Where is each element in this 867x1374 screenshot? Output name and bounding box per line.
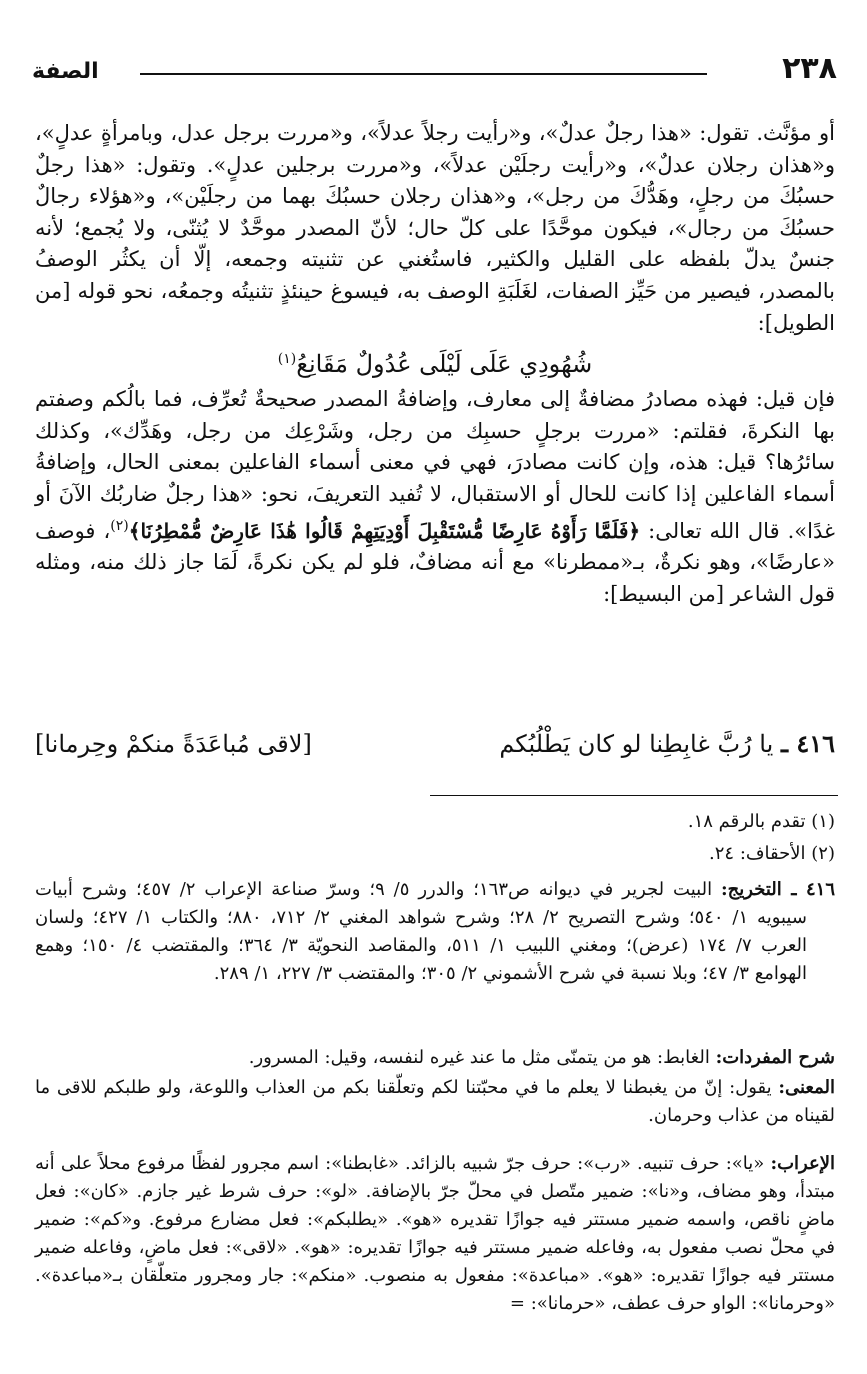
takhrij-paragraph xyxy=(35,876,835,988)
meaning-text: يقول: إنّ من يغبطنا لا يعلم ما في محبّتنا لكم وتعلّقنا بكم من العذاب واللوعة، ولو طلبكم للاقى ما لقيناه من عذاب وحرمان. xyxy=(35,1077,835,1126)
verse-416-first-text: يا رُبَّ غابِطِنا لو كان يَطْلُبُكم xyxy=(499,730,774,758)
paragraph-question xyxy=(35,384,835,610)
meaning-section xyxy=(35,1074,835,1130)
irab-paragraph xyxy=(35,1150,835,1318)
takhrij-label: ٤١٦ ـ التخريج: xyxy=(721,879,835,900)
irab-section xyxy=(35,1150,835,1318)
takhrij-text: البيت لجرير في ديوانه ص١٦٣؛ والدرر ٥/ ٩؛ وسرّ صناعة الإعراب ٢/ ٤٥٧؛ وشرح أبيات سيبويه ١/ ٥٤٠؛ وشرح التصريح ٢/ ٢٨؛ وشرح شواهد المغني ٢/ ٧١٢، ٨٨٠؛ والكتاب ١/ ٤٢٧؛ ولسان العرب ٧/ ١٧٤ (عرض)؛ ومغني اللبيب ١/ ٥١١، والمقاصد النحويّة ٣/ ٣٦٤؛ والمقتضب ٤/ ١٥٠؛ وهمع الهوامع ٣/ ٤٧؛ وبلا نسبة في شرح الأشموني ٢/ ٣٠٥؛ والمقتضب ٣/ ٢٢٧، ١/ ٢٨٩. xyxy=(35,879,807,984)
verse-416-number: ٤١٦ ـ xyxy=(780,729,835,758)
irab-text: «يا»: حرف تنبيه. «رب»: حرف جرّ شبيه بالزائد. «غابطنا»: اسم مجرور لفظًا مرفوع محلاً على أنه مبتدأ، وهو مضاف، و«نا»: ضمير متّصل في محلّ جرّ بالإضافة. «لو»: حرف شرط غير جازم. «كان»: فعل ماضٍ ناقص، واسمه ضمير مستتر فيه جوازًا تقديره «هو». «يطلبكم»: فعل مضارع مرفوع. و«كم»: ضمير في محلّ نصب مفعول به، وفاعله ضمير مستتر فيه جوازًا تقديره: «هو». «لاقى»: فعل ماضٍ، وفاعله ضمير مستتر فيه جوازًا تقديره: «هو». «مباعدة»: مفعول به منصوب. «منكم»: جار ومجرور متعلّقان بـ«مباعدة». «وحرمانا»: الواو حرف عطف، «حرمانا»: = xyxy=(35,1153,835,1314)
irab-label: الإعراب: xyxy=(770,1153,835,1174)
footnote-divider xyxy=(430,795,838,796)
footnote-1: (١) تقدم بالرقم ١٨. xyxy=(687,811,835,832)
meaning-label: المعنى: xyxy=(778,1077,835,1098)
vocab-label: شرح المفردات: xyxy=(715,1047,835,1068)
verse-text: شُهُودِي عَلَى لَيْلَى عُدُولٌ مَقَانِعُ xyxy=(296,350,593,379)
footnote-ref-1: (١) xyxy=(277,351,297,368)
main-text xyxy=(35,118,835,610)
header-rule xyxy=(140,73,707,75)
meaning-paragraph xyxy=(35,1074,835,1130)
quran-quote: ﴿فَلَمَّا رَأَوْهُ عَارِضًا مُّسْتَقْبِلَ أَوْدِيَتِهِمْ قَالُوا هَٰذَا عَارِضٌ مُّمْطِرُنَا﴾ xyxy=(128,518,641,543)
vocab-paragraph xyxy=(35,1044,835,1072)
page-header xyxy=(30,51,837,99)
footnote-2: (٢) الأحقاف: ٢٤. xyxy=(709,843,835,864)
vocab-text: الغابط: هو من يتمنّى مثل ما عند غيره لنفسه، وقيل: المسرور. xyxy=(248,1047,710,1068)
paragraph-question-text-b: ، فوصف «عارضًا»، وهو نكرةٌ، بـ«ممطرنا» مع أنه مضافٌ، فلو لم يكن نكرةً، لَمَا جاز ذلك منه، ومثله قول الشاعر [من البسيط]: xyxy=(35,518,835,606)
section-title: الصفة xyxy=(32,59,99,84)
footnotes xyxy=(35,808,835,872)
takhrij-section xyxy=(35,876,835,988)
verse-416-second-half: [لاقى مُباعَدَةً منكمْ وحِرمانا] xyxy=(35,730,312,758)
footnote-ref-2: (٢) xyxy=(110,517,129,534)
paragraph-adjectives: أو مؤنَّث. تقول: «هذا رجلٌ عدلٌ»، و«رأيت رجلاً عدلاً»، و«مررت برجل عدل، وبامرأةٍ عدلٍ»، و«هذان رجلان عدلٌ»، و«رأيت رجلَيْن عدلاً»، و«مررت برجلين عدلٍ». وتقول: «هذا رجلٌ حسبُكَ من رجلٍ، وهَدُّكَ من رجل»، و«هذان رجلان حسبُكَ بهما من رجلَيْن»، و«هؤلاء رجالٌ حسبُكَ من رجال»، فيكون موحَّدًا على كلّ حال؛ لأنّ المصدر موحَّدٌ لا يُثنّى، ولا يُجمع؛ لأنه جنسٌ يدلّ بلفظه على القليل والكثير، فاستُغني عن تثنيته وجمعه، إلّا أن يكثُر الوصفُ بالمصدر، فيصير من حَيِّز الصفات، لغَلَبَةِ الوصف به، فيسوغ حينئذٍ تثنيتُه وجمعُه، نحو قوله [من الطويل]: xyxy=(35,121,835,335)
poetry-verse xyxy=(35,339,835,384)
paragraph-question-text-a: فإن قيل: فهذه مصادرُ مضافةٌ إلى معارف، وإضافةُ المصدر صحيحةٌ تُعرِّف، فما بالُكم وصفتم بها النكرةَ، فقلتم: «مررت برجلٍ حسبِك من رجل، وشَرْعِك من رجل، وهَدِّك»، وكذلك سائرُها؟ قيل: هذه، وإن كانت مصادرَ، فهي في معنى أسماء الفاعلين بمعنى الحال، وإضافةُ أسماء الفاعلين إذا كانت للحال أو الاستقبال، لا تُفيد التعريفَ، نحو: «هذا رجلٌ ضاربُك الآنَ أو غدًا». قال الله تعالى: xyxy=(35,387,835,543)
vocab-section xyxy=(35,1044,835,1072)
page-number: ٢٣٨ xyxy=(782,51,837,86)
verse-416-first-half xyxy=(499,726,835,762)
verse-416 xyxy=(35,726,835,762)
